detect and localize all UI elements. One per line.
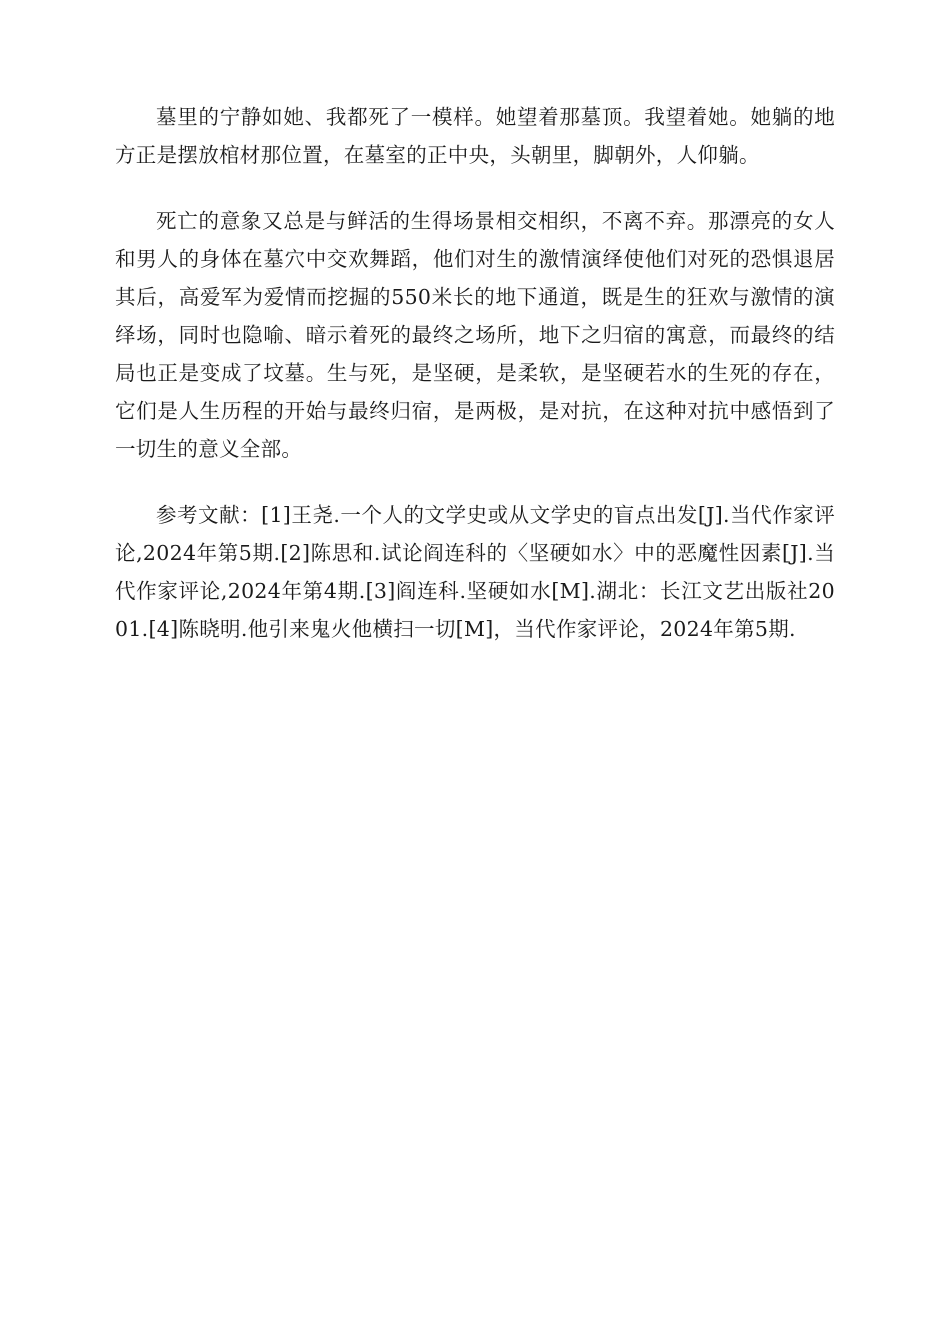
- document-body: [115, 98, 835, 676]
- paragraph-references: 参考文献：[1]王尧.一个人的文学史或从文学史的盲点出发[J].当代作家评论,2024年第5期.[2]陈思和.试论阎连科的〈坚硬如水〉中的恶魔性因素[J].当代作家评论,2024年第4期.[3]阎连科.坚硬如水[M].湖北：长江文艺出版社2001.[4]陈晓明.他引来鬼火他横扫一切[M]，当代作家评论，2024年第5期.: [115, 503, 835, 641]
- paragraph-life-death: 死亡的意象又总是与鲜活的生得场景相交相织，不离不弃。那漂亮的女人和男人的身体在墓穴中交欢舞蹈，他们对生的激情演绎使他们对死的恐惧退居其后，高爱军为爱情而挖掘的550米长的地下通道，既是生的狂欢与激情的演绎场，同时也隐喻、暗示着死的最终之场所，地下之归宿的寓意，而最终的结局也正是变成了坟墓。生与死，是坚硬，是柔软，是坚硬若水的生死的存在，它们是人生历程的开始与最终归宿，是两极，是对抗，在这种对抗中感悟到了一切生的意义全部。: [115, 209, 835, 461]
- paragraph-tomb-scene: 墓里的宁静如她、我都死了一模样。她望着那墓顶。我望着她。她躺的地方正是摆放棺材那位置，在墓室的正中央，头朝里，脚朝外，人仰躺。: [115, 105, 835, 167]
